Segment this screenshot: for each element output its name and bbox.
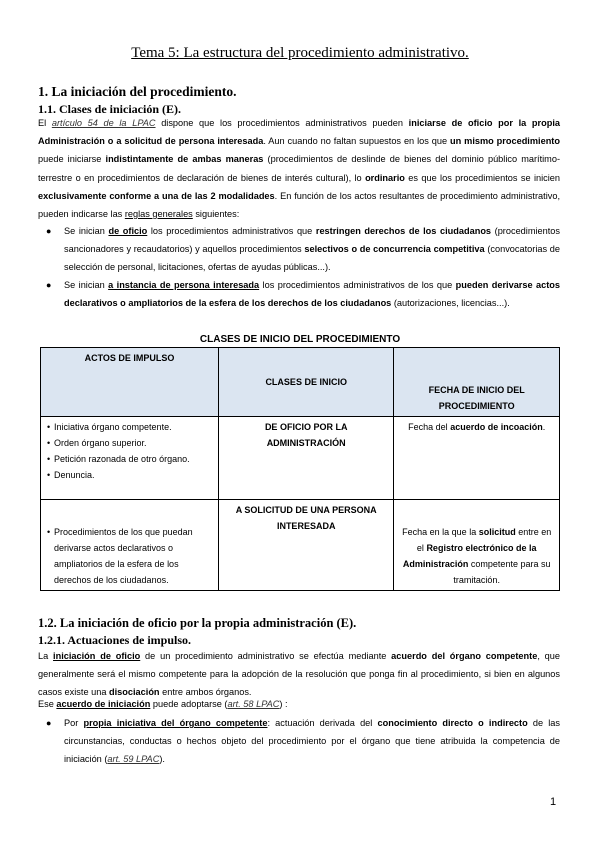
- impulso-list: [47, 524, 212, 588]
- list-item: • Procedimientos de los que puedan derivarse actos declarativos o ampliatorios de la esfera de los derechos de los ciudadanos.: [47, 524, 212, 588]
- paragraph-iniciacion-oficio: La iniciación de oficio de un procedimiento administrativo se efectúa mediante acuerdo del órgano competente, que generalmente será el mismo competente para la adopción de la resolución que ponga fin al procedimiento, si bien en algunos casos existe una disociación entre ambos órganos.: [38, 651, 561, 698]
- list-item: • Orden órgano superior.: [47, 435, 212, 451]
- bullet-icon: ●: [46, 718, 52, 728]
- paragraph-acuerdo-iniciacion: Ese acuerdo de iniciación puede adoptarse (art. 58 LPAC) :: [38, 699, 288, 709]
- bullet-icon: ●: [46, 226, 52, 236]
- bullet-item-de-oficio: ● Se inician de oficio los procedimientos administrativos que restringen derechos de los ciudadanos (procedimientos sancionadores y recaudatorios) y aquellos procedimientos selectivos o de concurrencia competitiva (convocatorias de selección de personal, licitaciones, ofertas de ayudas públicas...).: [64, 222, 560, 277]
- table-header-cell: ACTOS DE IMPULSO: [41, 348, 219, 417]
- link-art-59[interactable]: art. 59 LPAC: [107, 754, 160, 765]
- section-heading-1: 1. La iniciación del procedimiento.: [38, 84, 237, 99]
- list-item: • Petición razonada de otro órgano.: [47, 451, 212, 467]
- table-cell-impulso: [41, 500, 219, 591]
- subsection-heading-1-1: 1.1. Clases de iniciación (E).: [38, 102, 181, 116]
- table-header-cell: FECHA DE INICIO DEL PROCEDIMIENTO: [394, 348, 560, 417]
- table-header-cell: CLASES DE INICIO: [219, 348, 394, 417]
- table-title: CLASES DE INICIO DEL PROCEDIMIENTO: [199, 334, 401, 345]
- table-row: [41, 417, 560, 500]
- table-row: [41, 500, 560, 591]
- link-articulo-54[interactable]: artículo 54 de la LPAC: [51, 118, 156, 128]
- table-cell-clase: A SOLICITUD DE UNA PERSONA INTERESADA: [219, 500, 394, 591]
- table-cell-impulso: [41, 417, 219, 500]
- paragraph-clases-iniciacion: El artículo 54 de la LPAC dispone que los procedimientos administrativos pueden iniciarse de oficio por la propia Administración o a solicitud de persona interesada. Aun cuando no faltan supuestos en los que un mismo procedimiento puede iniciarse indistintamente de ambas maneras (procedimientos de deslinde de bienes del dominio público marítimo-terrestre o en procedimientos de declaración de bienes de interés cultural), lo ordinario es que los procedimientos se inicien exclusivamente conforme a una de las 2 modalidades. En función de los actos resultantes de procedimiento administrativo, pueden indicarse las reglas generales siguientes:: [38, 118, 561, 220]
- list-item: • Denuncia.: [47, 467, 212, 483]
- clases-inicio-table: [40, 347, 560, 591]
- subsection-heading-1-2-1: 1.2.1. Actuaciones de impulso.: [38, 633, 192, 647]
- page-number: 1: [550, 796, 557, 808]
- table-header-row: [41, 348, 560, 417]
- bullet-item-propia-iniciativa: ● Por propia iniciativa del órgano competente: actuación derivada del conocimiento directo o indirecto de las circunstancias, conductas o hechos objeto del procedimiento por el órgano que tiene atribuida la competencia de iniciación (art. 59 LPAC).: [64, 714, 560, 769]
- link-art-58[interactable]: art. 58 LPAC: [227, 699, 280, 709]
- bullet-icon: ●: [46, 280, 52, 290]
- table-cell-fecha: Fecha del acuerdo de incoación.: [394, 417, 560, 500]
- table-cell-clase: DE OFICIO POR LA ADMINISTRACIÓN: [219, 417, 394, 500]
- bullet-item-instancia-interesada: ● Se inician a instancia de persona interesada los procedimientos administrativos de los que pueden derivarse actos declarativos o ampliatorios de la esfera de los derechos de los ciudadanos (autorizaciones, licencias...).: [64, 276, 560, 312]
- list-item: • Iniciativa órgano competente.: [47, 419, 212, 435]
- document-title: Tema 5: La estructura del procedimiento administrativo.: [131, 45, 469, 61]
- section-heading-1-2: 1.2. La iniciación de oficio por la propia administración (E).: [38, 616, 357, 630]
- table-cell-fecha: Fecha en la que la solicitud entre en el Registro electrónico de la Administración competente para su tramitación.: [394, 500, 560, 591]
- impulso-list: [47, 419, 212, 483]
